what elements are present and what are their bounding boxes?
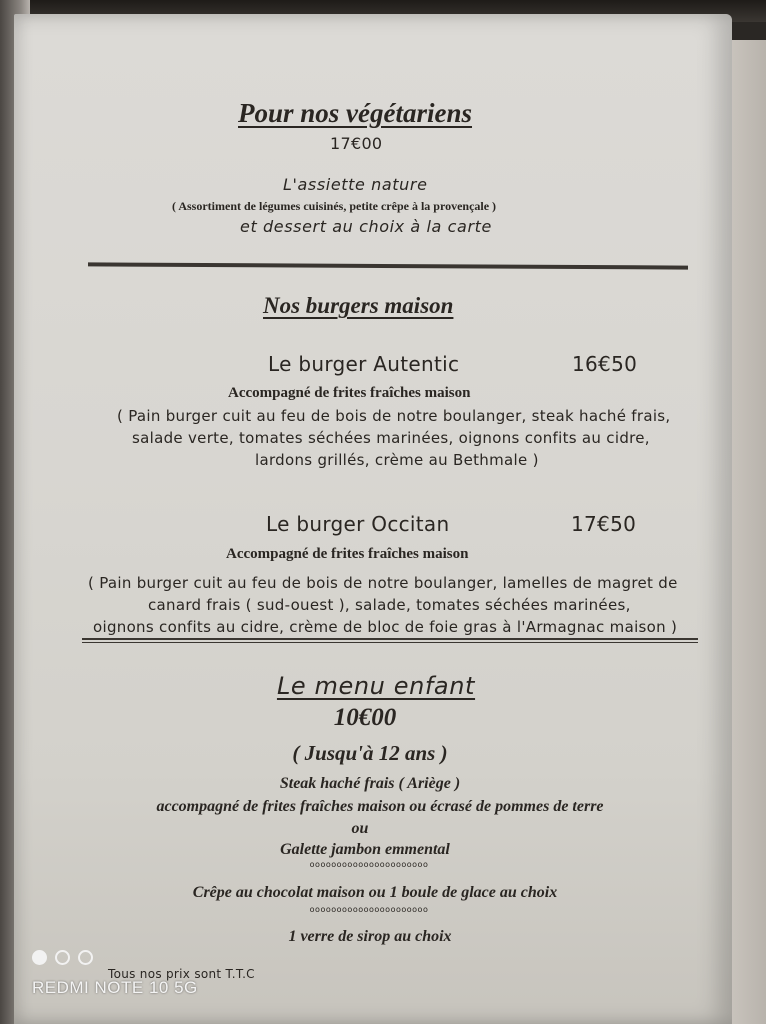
burger-1-line-3: lardons grillés, crème au Bethmale ) bbox=[255, 451, 539, 469]
burger-2-line-2: canard frais ( sud-ouest ), salade, tomates séchées marinées, bbox=[148, 596, 631, 614]
kids-line-2: accompagné de frites fraîches maison ou écrasé de pommes de terre bbox=[156, 798, 604, 815]
kids-divider-2: oooooooooooooooooooooo bbox=[309, 905, 429, 914]
camera-watermark-text: REDMI NOTE 10 5G bbox=[32, 978, 198, 997]
watermark-dot-icon bbox=[55, 950, 70, 965]
kids-or: ou bbox=[351, 820, 369, 837]
kids-title: Le menu enfant bbox=[276, 672, 476, 700]
section-divider-2b bbox=[82, 642, 698, 643]
watermark-dot-icon bbox=[78, 950, 93, 965]
kids-age: ( Jusqu'à 12 ans ) bbox=[292, 741, 448, 765]
burgers-title: Nos burgers maison bbox=[263, 293, 454, 318]
camera-watermark-dots bbox=[32, 950, 93, 965]
section-divider-2 bbox=[82, 638, 698, 640]
burger-1-line-1: ( Pain burger cuit au feu de bois de notre boulanger, steak haché frais, bbox=[117, 407, 671, 425]
vegetarian-title: Pour nos végétariens bbox=[238, 98, 473, 128]
kids-line-3: Galette jambon emmental bbox=[280, 841, 450, 858]
kids-divider-1: oooooooooooooooooooooo bbox=[309, 860, 429, 869]
burger-2-name: Le burger Occitan bbox=[266, 512, 450, 536]
burger-1-price: 16€50 bbox=[572, 352, 638, 376]
burger-1-side: Accompagné de frites fraîches maison bbox=[228, 385, 471, 401]
burger-2-line-3: oignons confits au cidre, crème de bloc de foie gras à l'Armagnac maison ) bbox=[93, 618, 678, 636]
vegetarian-dessert: et dessert au choix à la carte bbox=[240, 217, 492, 236]
burger-1-line-2: salade verte, tomates séchées marinées, oignons confits au cidre, bbox=[132, 429, 650, 447]
kids-drink: 1 verre de sirop au choix bbox=[288, 928, 452, 945]
kids-line-1: Steak haché frais ( Ariège ) bbox=[279, 775, 461, 792]
prices-note: Tous nos prix sont T.T.C bbox=[108, 967, 255, 981]
watermark-dot-icon bbox=[32, 950, 47, 965]
vegetarian-price: 17€00 bbox=[330, 134, 383, 153]
burger-2-side: Accompagné de frites fraîches maison bbox=[226, 546, 469, 562]
burger-2-price: 17€50 bbox=[571, 512, 637, 536]
burger-2-line-1: ( Pain burger cuit au feu de bois de notre boulanger, lamelles de magret de bbox=[88, 574, 678, 592]
vegetarian-detail: ( Assortiment de légumes cuisinés, petite crêpe à la provençale ) bbox=[172, 199, 497, 213]
burger-1-name: Le burger Autentic bbox=[268, 352, 460, 376]
vegetarian-dish: L'assiette nature bbox=[283, 175, 428, 194]
kids-dessert: Crêpe au chocolat maison ou 1 boule de glace au choix bbox=[192, 884, 558, 901]
kids-price: 10€00 bbox=[333, 704, 397, 731]
